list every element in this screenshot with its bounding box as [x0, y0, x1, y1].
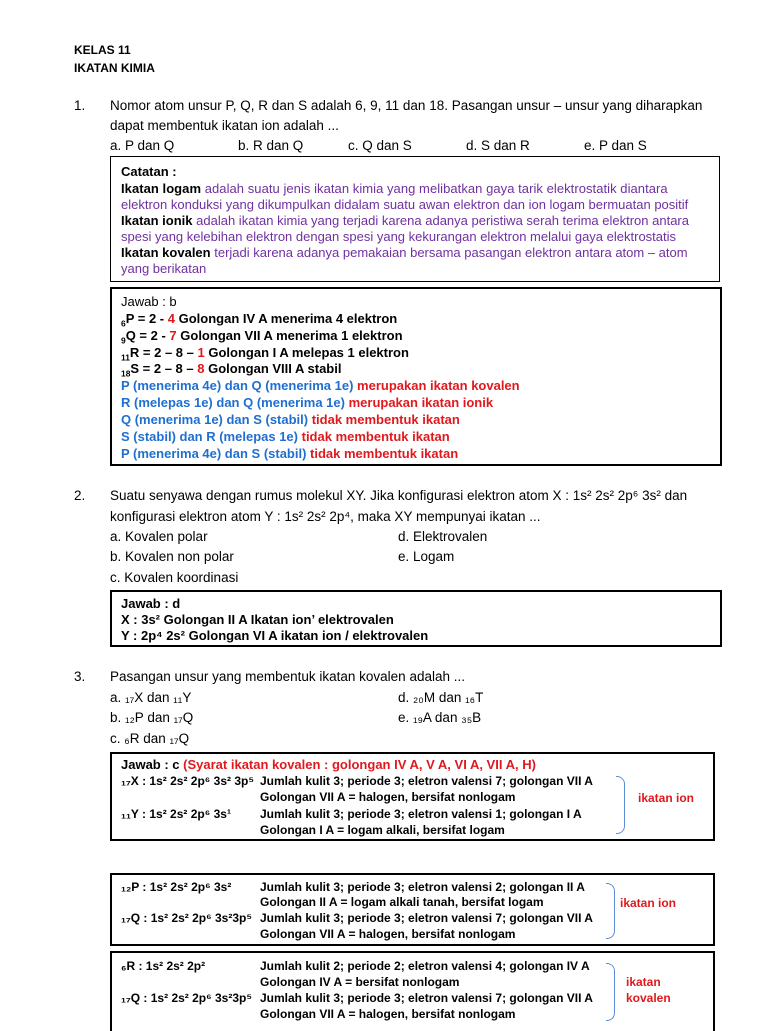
- q2-option-c: c. Kovalen koordinasi: [110, 570, 239, 585]
- q3-p-desc1: Jumlah kulit 3; periode 3; eletron valensi 2; golongan II A: [260, 880, 585, 894]
- q1-option-a: a. P dan Q: [110, 138, 175, 153]
- q3-answer-box-3: [110, 951, 715, 1031]
- q3-result-1: ikatan ion: [638, 791, 695, 805]
- q3-q-desc1: Jumlah kulit 3; periode 3; eletron valensi 7; golongan VII A: [260, 911, 593, 925]
- q3-option-b: b. ₁₂P dan ₁₇Q: [110, 710, 194, 725]
- q2-text-line1: Suatu senyawa dengan rumus molekul XY. Jika konfigurasi elektron atom X : 1s² 2s² 2p⁶ 3s² dan: [110, 488, 688, 503]
- q3-option-e: e. ₁₉A dan ₃₅B: [398, 710, 482, 725]
- q1-answer-pair2: R (melepas 1e) dan Q (menerima 1e) merupakan ikatan ionik: [121, 395, 494, 410]
- q1-answer-pair1: P (menerima 4e) dan Q (menerima 1e) merupakan ikatan kovalen: [121, 378, 520, 393]
- q1-number: 1.: [74, 98, 86, 113]
- q3-q2-config: ₁₇Q : 1s² 2s² 2p⁶ 3s²3p⁵: [121, 991, 252, 1005]
- q3-q-config: ₁₇Q : 1s² 2s² 2p⁶ 3s²3p⁵: [121, 911, 252, 925]
- catatan-ionik-line2: spesi yang kelebihan elektron dengan spesi yang kekurangan elektron melalui gaya elektrostatis: [121, 229, 677, 244]
- q1-option-e: e. P dan S: [584, 138, 647, 153]
- q2-option-d: d. Elektrovalen: [398, 529, 488, 544]
- q3-x-desc2: Golongan VII A = halogen, bersifat nonlogam: [260, 790, 516, 804]
- q3-p-desc2: Golongan II A = logam alkali tanah, bersifat logam: [260, 895, 544, 909]
- q3-brace-1: [616, 776, 625, 834]
- q3-q2-desc1: Jumlah kulit 3; periode 3; eletron valensi 7; golongan VII A: [260, 991, 593, 1005]
- q2-option-b: b. Kovalen non polar: [110, 549, 234, 564]
- q3-brace-3: [606, 963, 615, 1021]
- catatan-box: [110, 156, 720, 282]
- q1-answer-pair5: P (menerima 4e) dan S (stabil) tidak membentuk ikatan: [121, 446, 459, 461]
- q3-answer-box-2: [110, 873, 715, 946]
- q3-x-config: ₁₇X : 1s² 2s² 2p⁶ 3s² 3p⁵: [121, 774, 254, 788]
- q1-answer-s: $_{18}$S = 2 – 8 – 8 Golongan VIII A stabil: [121, 361, 342, 379]
- q3-option-c: c. ₆R dan ₁₇Q: [110, 731, 190, 746]
- catatan-logam-line1: Ikatan logam adalah suatu jenis ikatan kimia yang melibatkan gaya tarik elektrostatik diantara: [121, 181, 668, 196]
- q3-x-desc1: Jumlah kulit 3; periode 3; eletron valensi 7; golongan VII A: [260, 774, 593, 788]
- q1-option-b: b. R dan Q: [238, 138, 304, 153]
- q1-option-d: d. S dan R: [466, 138, 530, 153]
- q2-number: 2.: [74, 488, 86, 503]
- q3-r-config: ₆R : 1s² 2s² 2p²: [121, 959, 206, 973]
- q3-result-2: ikatan ion: [620, 896, 677, 910]
- q3-y-desc2: Golongan I A = logam alkali, bersifat logam: [260, 823, 505, 837]
- q3-brace-2: [606, 883, 615, 939]
- q1-answer-box: [110, 287, 722, 466]
- q3-r-desc2: Golongan IV A = bersifat nonlogam: [260, 975, 460, 989]
- q3-answer-title: Jawab : c (Syarat ikatan kovalen : golongan IV A, V A, VI A, VII A, H): [121, 757, 536, 772]
- q1-answer-r: $_{11}$R = 2 – 8 – 1 Golongan I A melepas 1 elektron: [121, 345, 409, 363]
- catatan-kovalen-line1: Ikatan kovalen terjadi karena adanya pemakaian bersama pasangan elektron antara atom – atom: [121, 245, 688, 260]
- q2-answer-box: [110, 590, 722, 647]
- q1-answer-pair3: Q (menerima 1e) dan S (stabil) tidak membentuk ikatan: [121, 412, 460, 427]
- q3-answer-box-1: [110, 752, 715, 841]
- q1-answer-q: $_9$Q = 2 - 7 Golongan VII A menerima 1 elektron: [121, 328, 403, 346]
- q2-option-a: a. Kovalen polar: [110, 529, 208, 544]
- catatan-logam-line2: elektron konduksi yang dikumpulkan didalam suatu awan elektron dan ion logam bermuatan positif: [121, 197, 689, 212]
- catatan-ionik-line1: Ikatan ionik adalah ikatan kimia yang terjadi karena adanya peristiwa serah terima elektron antara: [121, 213, 689, 228]
- q1-answer-pair4: S (stabil) dan R (melepas 1e) tidak membentuk ikatan: [121, 429, 450, 444]
- topic-title: IKATAN KIMIA: [74, 61, 155, 75]
- q1-answer-p: $_6$P = 2 - 4 Golongan IV A menerima 4 elektron: [121, 311, 398, 329]
- q3-option-d: d. ₂₀M dan ₁₆T: [398, 690, 484, 705]
- q3-q-desc2: Golongan VII A = halogen, bersifat nonlogam: [260, 927, 516, 941]
- q3-y-desc1: Jumlah kulit 3; periode 3; eletron valensi 1; golongan I A: [260, 807, 582, 821]
- q3-result-3b: kovalen: [626, 991, 671, 1005]
- catatan-kovalen-line2: yang berikatan: [121, 261, 207, 276]
- q2-answer-title: Jawab : d: [121, 596, 181, 611]
- q3-r-desc1: Jumlah kulit 2; periode 2; eletron valensi 4; golongan IV A: [260, 959, 590, 973]
- q3-text: Pasangan unsur yang membentuk ikatan kovalen adalah ...: [110, 669, 465, 684]
- q1-text-line2: dapat membentuk ikatan ion adalah ...: [110, 118, 339, 133]
- q3-p-config: ₁₂P : 1s² 2s² 2p⁶ 3s²: [121, 880, 232, 894]
- class-label: KELAS 11: [74, 43, 131, 57]
- q2-option-e: e. Logam: [398, 549, 455, 564]
- q3-result-3a: ikatan: [626, 975, 661, 989]
- catatan-title: Catatan :: [121, 164, 177, 179]
- q1-option-c: c. Q dan S: [348, 138, 412, 153]
- q1-answer-title: Jawab : b: [121, 294, 177, 309]
- q3-number: 3.: [74, 669, 86, 684]
- q2-answer-x: X : 3s² Golongan II A Ikatan ion’ elektrovalen: [121, 612, 394, 627]
- q3-option-a: a. ₁₇X dan ₁₁Y: [110, 690, 192, 705]
- q1-text-line1: Nomor atom unsur P, Q, R dan S adalah 6, 9, 11 dan 18. Pasangan unsur – unsur yang diharapkan: [110, 98, 703, 113]
- q2-answer-y: Y : 2p⁴ 2s² Golongan VI A ikatan ion / elektrovalen: [121, 628, 429, 643]
- q3-q2-desc2: Golongan VII A = halogen, bersifat nonlogam: [260, 1007, 516, 1021]
- q3-y-config: ₁₁Y : 1s² 2s² 2p⁶ 3s¹: [121, 807, 231, 821]
- q2-text-line2: konfigurasi elektron atom Y : 1s² 2s² 2p⁴, maka XY mempunyai ikatan ...: [110, 509, 541, 524]
